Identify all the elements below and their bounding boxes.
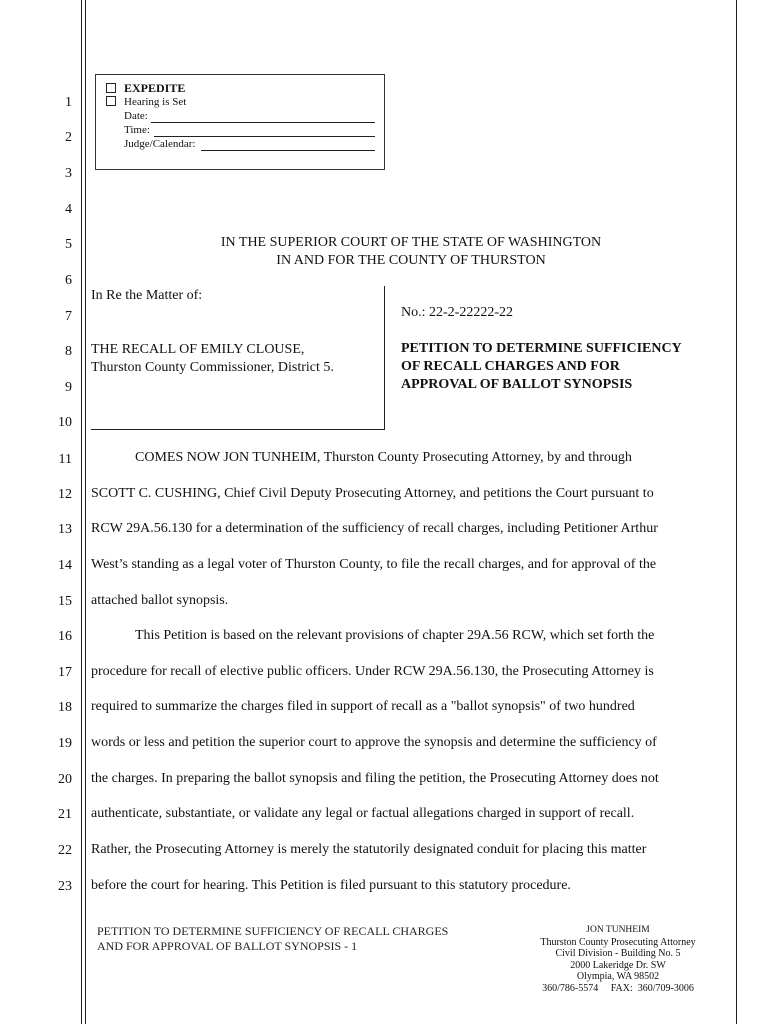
- line-number: 6: [65, 273, 72, 288]
- body-line: West’s standing as a legal voter of Thurston County, to file the recall charges, and for approval of the: [91, 557, 657, 572]
- attorney-office: Thurston County Prosecuting Attorney: [540, 936, 696, 948]
- line-number: 11: [58, 452, 72, 467]
- line-number: 17: [58, 665, 72, 680]
- petition-title-line: OF RECALL CHARGES AND FOR: [401, 359, 620, 374]
- footer-document-title: [97, 924, 497, 954]
- footer-title-line: PETITION TO DETERMINE SUFFICIENCY OF RECALL CHARGES: [97, 924, 449, 938]
- body-line: words or less and petition the superior court to approve the synopsis and determine the sufficiency of: [91, 735, 657, 750]
- line-number: 3: [65, 166, 72, 181]
- line-number: 2: [65, 130, 72, 145]
- caption-divider-vertical: [384, 286, 385, 429]
- body-line: RCW 29A.56.130 for a determination of the sufficiency of recall charges, including Petitioner Arthur: [91, 521, 658, 536]
- right-margin-rule: [736, 0, 737, 1024]
- petition-title: [401, 340, 721, 394]
- date-field[interactable]: [151, 122, 375, 123]
- attorney-phone-fax: 360/786-5574 FAX: 360/709-3006: [542, 982, 694, 994]
- line-number: 7: [65, 309, 72, 324]
- expedite-checkbox[interactable]: [106, 83, 116, 93]
- line-number: 19: [58, 736, 72, 751]
- attorney-city: Olympia, WA 98502: [576, 971, 660, 982]
- line-number: 1: [65, 95, 72, 110]
- body-line: attached ballot synopsis.: [91, 593, 229, 608]
- footer-attorney-block: [500, 925, 736, 994]
- expedite-row: [106, 81, 185, 96]
- body-line: authenticate, substantiate, or validate any legal or factual allegations charged in support of recall.: [91, 806, 635, 821]
- hearing-row: [106, 95, 186, 109]
- body-line: Rather, the Prosecuting Attorney is merely the statutorily designated conduit for placing this matter: [91, 842, 647, 857]
- body-line: procedure for recall of elective public officers. Under RCW 29A.56.130, the Prosecuting Attorney is: [91, 664, 654, 679]
- line-number: 10: [58, 415, 72, 430]
- line-number: 15: [58, 594, 72, 609]
- hearing-set-checkbox[interactable]: [106, 96, 116, 106]
- line-number: 14: [58, 558, 72, 573]
- body-line: required to summarize the charges filed in support of recall as a "ballot synopsis" of two hundred: [91, 699, 635, 714]
- court-heading-line1: IN THE SUPERIOR COURT OF THE STATE OF WASHINGTON: [220, 235, 602, 250]
- time-label: Time:: [124, 124, 150, 136]
- judge-calendar-field[interactable]: [201, 150, 375, 151]
- body-line: COMES NOW JON TUNHEIM, Thurston County Prosecuting Attorney, by and through: [135, 450, 632, 465]
- line-number: 4: [65, 202, 72, 217]
- petition-title-line: PETITION TO DETERMINE SUFFICIENCY: [401, 341, 682, 356]
- line-number: 23: [58, 879, 72, 894]
- attorney-name: JON TUNHEIM: [586, 925, 650, 935]
- footer-title-line: AND FOR APPROVAL OF BALLOT SYNOPSIS - 1: [97, 939, 358, 953]
- line-number: 5: [65, 237, 72, 252]
- line-number: 22: [58, 843, 72, 858]
- petition-title-line: APPROVAL OF BALLOT SYNOPSIS: [401, 377, 633, 392]
- court-heading-line2: IN AND FOR THE COUNTY OF THURSTON: [276, 253, 546, 268]
- line-number: 13: [58, 522, 72, 537]
- body-line: This Petition is based on the relevant provisions of chapter 29A.56 RCW, which set forth the: [135, 628, 655, 643]
- hearing-set-label: Hearing is Set: [124, 96, 187, 108]
- party-title: Thurston County Commissioner, District 5.: [91, 360, 334, 375]
- left-margin-rule-inner: [85, 0, 86, 1024]
- attorney-street: 2000 Lakeridge Dr. SW: [570, 959, 666, 971]
- line-number: 21: [58, 807, 72, 822]
- left-margin-rule-outer: [81, 0, 82, 1024]
- case-number: No.: 22-2-22222-22: [401, 305, 513, 320]
- body-line: SCOTT C. CUSHING, Chief Civil Deputy Prosecuting Attorney, and petitions the Court pursuant to: [91, 486, 654, 501]
- line-number: 9: [65, 380, 72, 395]
- expedite-box: [95, 74, 385, 170]
- expedite-label: EXPEDITE: [124, 81, 186, 95]
- body-line: the charges. In preparing the ballot synopsis and filing the petition, the Prosecuting Attorney does not: [91, 771, 659, 786]
- caption-divider-horizontal: [91, 429, 385, 430]
- body-line: before the court for hearing. This Petition is filed pursuant to this statutory procedure.: [91, 878, 571, 893]
- line-number: 16: [58, 629, 72, 644]
- line-number: 18: [58, 700, 72, 715]
- line-number: 12: [58, 487, 72, 502]
- line-number: 20: [58, 772, 72, 787]
- judge-calendar-label: Judge/Calendar:: [124, 138, 196, 150]
- date-label: Date:: [124, 110, 148, 122]
- line-number: 8: [65, 344, 72, 359]
- attorney-division: Civil Division - Building No. 5: [555, 948, 681, 959]
- in-re-label: In Re the Matter of:: [91, 288, 203, 303]
- party-name: THE RECALL OF EMILY CLOUSE,: [91, 342, 305, 357]
